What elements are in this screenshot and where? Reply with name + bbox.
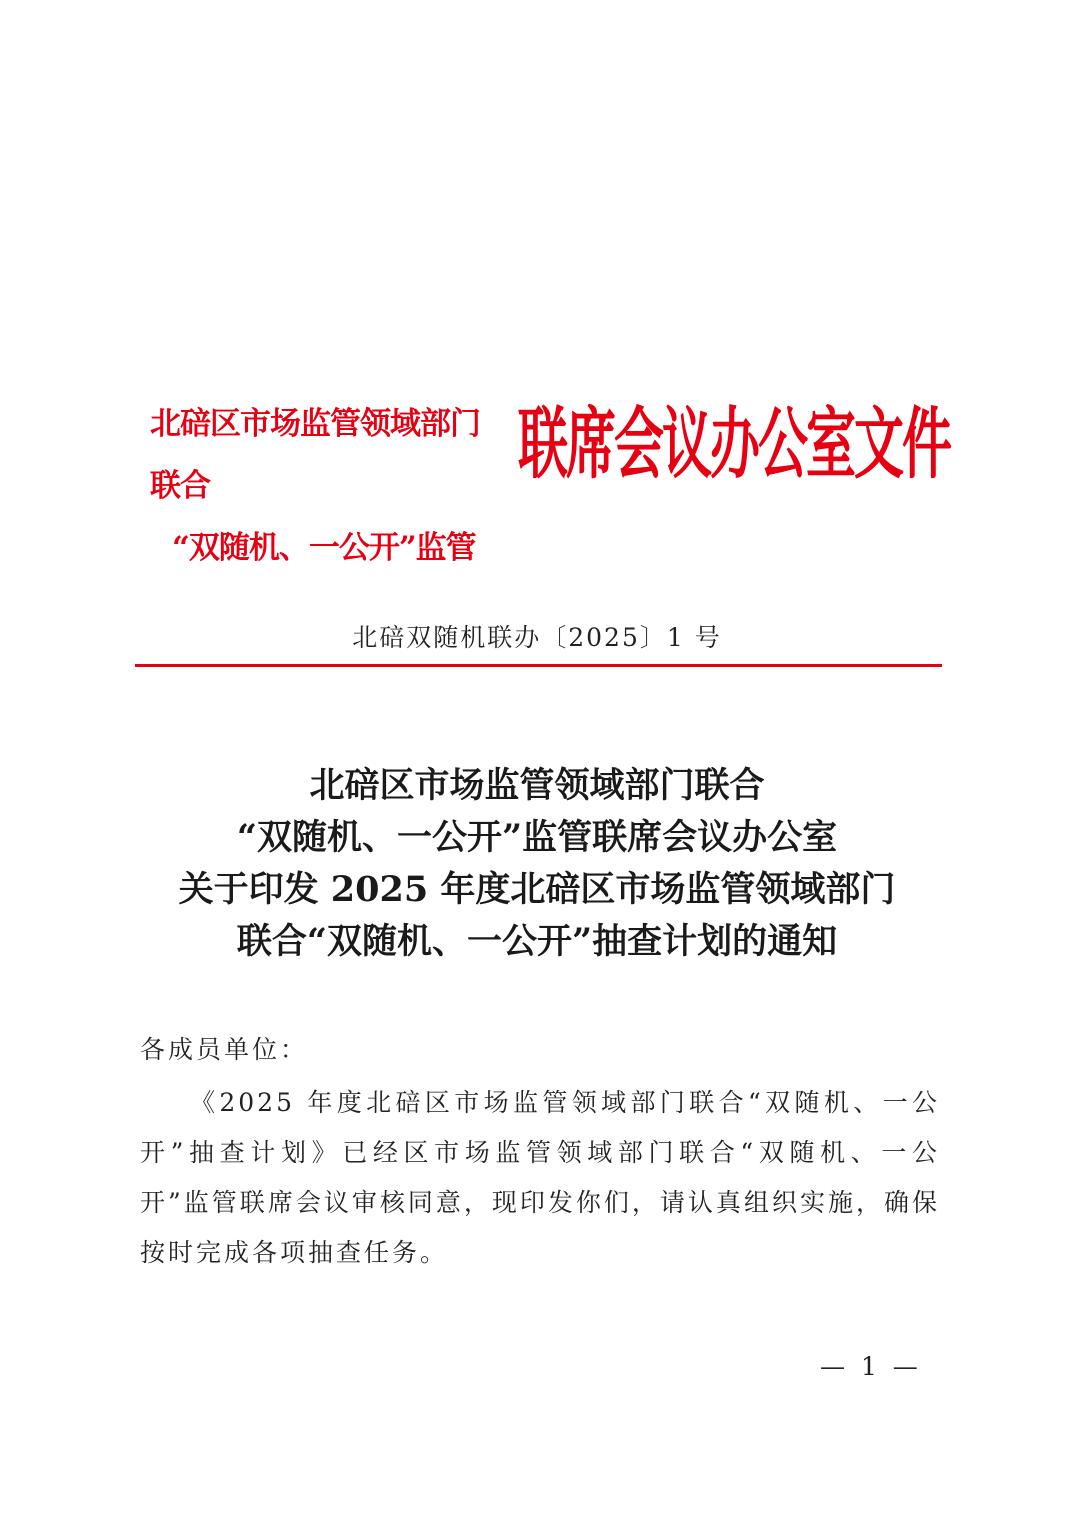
- title-line-3: 关于印发 2025 年度北碚区市场监管领域部门: [178, 869, 896, 910]
- page-number: — 1 —: [820, 1352, 922, 1381]
- red-letterhead: [140, 385, 950, 566]
- title-line-4: 联合“双随机、一公开”抽查计划的通知: [236, 921, 838, 962]
- letterhead-issuer-line2: “双随机、一公开”监管: [172, 530, 476, 566]
- body-paragraph: 《2025 年度北碚区市场监管领域部门联合“双随机、一公开”抽查计划》已经区市场监管领域部门联合“双随机、一公开”监管联席会议审核同意，现印发你们，请认真组织实施，确保按时完成各项抽查任务。: [140, 1088, 940, 1267]
- salutation: 各成员单位：: [140, 1035, 309, 1064]
- document-title: [100, 760, 974, 968]
- document-number: 北碚双随机联办〔2025〕1 号: [352, 623, 722, 652]
- title-line-1: 北碚区市场监管领域部门联合: [309, 765, 765, 806]
- red-divider-line: [135, 664, 942, 667]
- letterhead-document-type: 联席会议办公室文件: [518, 397, 950, 489]
- title-line-2: “双随机、一公开”监管联席会议办公室: [236, 817, 838, 858]
- letterhead-issuer-line1: 北碚区市场监管领域部门联合: [150, 406, 480, 504]
- letterhead-issuer: [150, 393, 505, 579]
